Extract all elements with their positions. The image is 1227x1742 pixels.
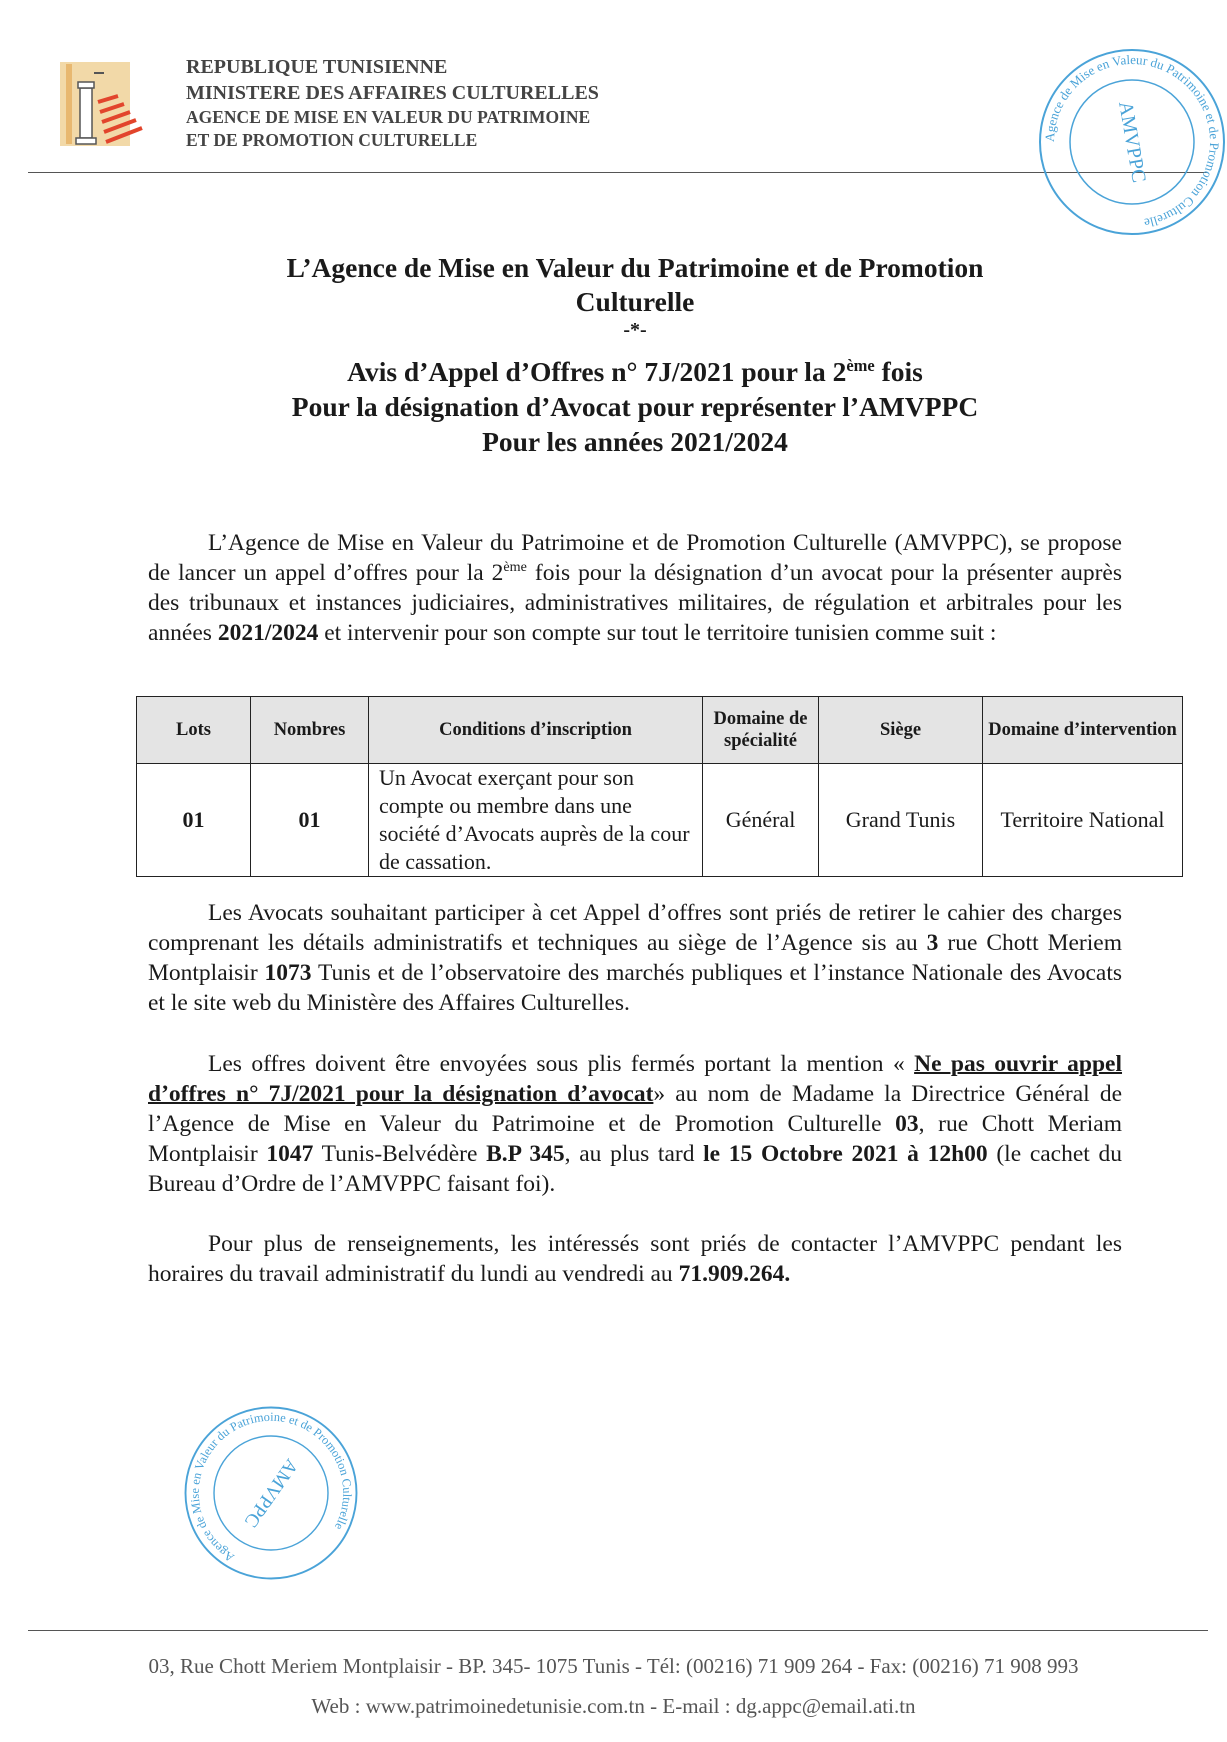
envoi-deadline: le 15 Octobre 2021 à 12h00 (703, 1141, 988, 1167)
table-header-row (137, 697, 1183, 764)
contact-phone: 71.909.264. (678, 1261, 791, 1287)
agency-title-cont: Culturelle (575, 286, 695, 317)
contact-text: Pour plus de renseignements, les intéressés sont priés de contacter l’AMVPPC pendant les horaires du travail administratif du lundi au vendredi au (148, 1231, 1122, 1287)
table-header: Conditions d’inscription (369, 697, 703, 764)
envoi-text-e: , au plus tard (564, 1141, 704, 1167)
envoi-cp: 1047 (266, 1141, 314, 1167)
envoi-num: 03 (895, 1111, 919, 1137)
envoi-text-d: Tunis-Belvédère (313, 1141, 487, 1167)
envoi-text-b: » au nom de Madame la Directrice Général de l’Agence de Mise en Valeur du Patrimoine et de Promotion Culturelle (148, 1081, 1122, 1137)
table-header: Domaine d’intervention (983, 697, 1183, 764)
years-title: Pour les années 2021/2024 (482, 426, 788, 457)
table-header: Domaine de spécialité (703, 697, 819, 764)
envoi-text-c: , rue Chott Meriam Montplaisir (148, 1111, 1122, 1167)
stamp-center-text: AMVPPC (1114, 99, 1150, 185)
retrait-text-a: Les Avocats souhaitant participer à cet Appel d’offres sont priés de retirer le cahier des charges comprenant les détails administratifs et techniques au siège de l’Agence sis au (148, 900, 1122, 956)
cell-nombres: 01 (251, 764, 369, 877)
contact-paragraph (148, 1229, 1122, 1289)
intro-years: 2021/2024 (217, 620, 319, 646)
avis-title (0, 355, 1227, 387)
avis-title-sup: ème (846, 355, 875, 375)
intro-paragraph (148, 528, 1122, 648)
stamp-ring-text: Agence de Mise en Valeur du Patrimoine et de Promotion Culturelle (1041, 51, 1223, 231)
header-republic: REPUBLIQUE TUNISIENNE (186, 56, 448, 78)
table-header: Lots (137, 697, 251, 764)
header-agency-cont: ET DE PROMOTION CULTURELLE (186, 130, 478, 150)
envoi-bp: B.P 345 (486, 1141, 565, 1167)
cell-intervention: Territoire National (983, 764, 1183, 877)
designation-title: Pour la désignation d’Avocat pour représenter l’AMVPPC (291, 391, 979, 422)
envoi-text-f: (le cachet du Bureau d’Ordre de l’AMVPPC faisant foi). (148, 1141, 1122, 1197)
footer-web: Web : www.patrimoinedetunisie.com.tn - E-mail : dg.appc@email.ati.tn (311, 1694, 916, 1718)
retrait-paragraph (148, 898, 1122, 1018)
title-separator: -*- (623, 319, 647, 341)
stamp-ring-text: Agence de Mise en Valeur du Patrimoine et de Promotion Culturelle (187, 1409, 355, 1565)
envoi-paragraph (148, 1049, 1122, 1199)
envoi-mention: Ne pas ouvrir appel d’offres n° 7J/2021 pour la désignation d’avocat (148, 1051, 1123, 1107)
stamp-center-text: AMVPPC (239, 1454, 302, 1531)
table-header: Nombres (251, 697, 369, 764)
agency-stamp-top (1032, 42, 1227, 242)
ministry-logo (58, 58, 168, 158)
agency-title: L’Agence de Mise en Valeur du Patrimoine et de Promotion (286, 252, 984, 283)
header-agency: AGENCE DE MISE EN VALEUR DU PATRIMOINE (186, 107, 591, 127)
retrait-text-c: Tunis et de l’observatoire des marchés publiques et l’instance Nationale des Avocats et le site web du Ministère des Affaires Culturelles. (148, 960, 1122, 1016)
avis-title-post: fois (874, 356, 923, 387)
intro-text-2: fois pour la désignation d’un avocat pour la présenter auprès des tribunaux et instances judiciaires, administratives militaires, de régulation et arbitrales pour les années (148, 560, 1122, 646)
intro-sup: ème (503, 559, 527, 576)
intro-text-3: et intervenir pour son compte sur tout le territoire tunisien comme suit : (318, 620, 997, 646)
table-header: Siège (819, 697, 983, 764)
cell-siege: Grand Tunis (819, 764, 983, 877)
intro-text-1: L’Agence de Mise en Valeur du Patrimoine et de Promotion Culturelle (AMVPPC), se propose de lancer un appel d’offres pour la 2 (148, 530, 1122, 586)
avis-title-pre: Avis d’Appel d’Offres n° 7J/2021 pour la 2 (347, 356, 847, 387)
header-divider (28, 172, 1208, 173)
footer-address: 03, Rue Chott Meriem Montplaisir - BP. 345- 1075 Tunis - Tél: (00216) 71 909 264 - Fax: (00216) 71 908 993 (148, 1654, 1079, 1678)
retrait-text-b: rue Chott Meriem Montplaisir (148, 930, 1122, 986)
retrait-num: 3 (926, 930, 939, 956)
header-ministry: MINISTERE DES AFFAIRES CULTURELLES (186, 82, 599, 104)
footer-divider (28, 1630, 1208, 1631)
cell-lots: 01 (137, 764, 251, 877)
agency-stamp-bottom (176, 1398, 366, 1588)
cell-domaine: Général (703, 764, 819, 877)
cell-conditions: Un Avocat exerçant pour son compte ou membre dans une société d’Avocats auprès de la cour de cassation. (369, 764, 703, 877)
retrait-cp: 1073 (264, 960, 312, 986)
offer-table (136, 696, 1183, 877)
envoi-text-a: Les offres doivent être envoyées sous plis fermés portant la mention « (208, 1051, 915, 1077)
table-row (137, 764, 1183, 877)
